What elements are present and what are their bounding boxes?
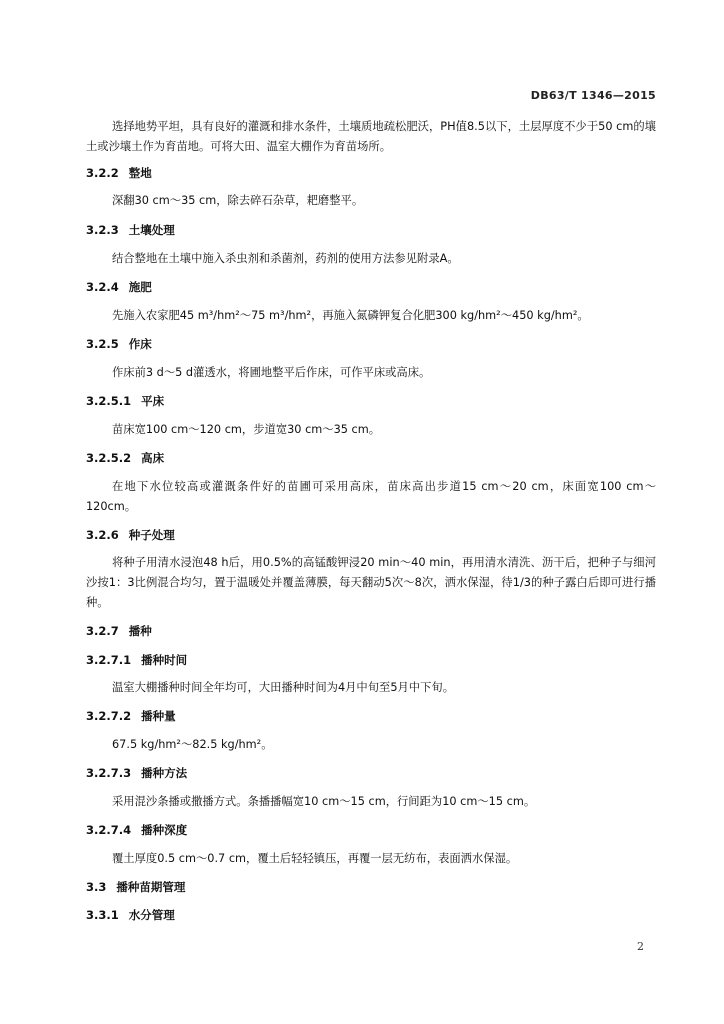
section-title: 土壤处理 (128, 223, 175, 237)
section-number: 3.2.7.1 (86, 653, 132, 667)
paragraph-3-2-7-4 (86, 849, 656, 869)
section-title: 播种时间 (141, 653, 188, 667)
paragraph-3-2-5-2 (86, 477, 656, 517)
paragraph-text: 作床前3 d～5 d灌透水，将圃地整平后作床，可作平床或高床。 (112, 366, 431, 379)
section-number: 3.3.1 (86, 908, 119, 922)
standard-code: DB63/T 1346—2015 (530, 89, 656, 102)
section-number: 3.2.7 (86, 624, 119, 638)
section-title: 高床 (141, 451, 165, 465)
paragraph-3-2-5-1 (86, 420, 656, 440)
paragraph-text: 深翻30 cm～35 cm，除去碎石杂草，耙磨整平。 (112, 194, 364, 207)
section-heading-3-2-7-4 (86, 822, 656, 838)
paragraph-text: 结合整地在土壤中施入杀虫剂和杀菌剂，药剂的使用方法参见附录A。 (112, 252, 459, 265)
paragraph-3-2-2 (86, 191, 656, 211)
section-title: 播种方法 (141, 766, 188, 780)
section-number: 3.2.5.1 (86, 394, 132, 408)
section-number: 3.2.5 (86, 337, 119, 351)
section-heading-3-2-7-3 (86, 765, 656, 781)
page-number: 2 (637, 940, 644, 953)
section-heading-3-2-7-2 (86, 708, 656, 724)
section-number: 3.2.7.3 (86, 766, 132, 780)
paragraph-3-2-6 (86, 553, 656, 613)
section-title: 平床 (141, 394, 165, 408)
paragraph-text: 67.5 kg/hm²～82.5 kg/hm²。 (112, 738, 273, 751)
section-heading-3-3-1 (86, 907, 656, 923)
paragraph-intro (86, 117, 656, 157)
section-number: 3.2.6 (86, 528, 119, 542)
section-number: 3.2.4 (86, 280, 119, 294)
section-title: 水分管理 (128, 908, 175, 922)
paragraph-3-2-5 (86, 363, 656, 383)
paragraph-3-2-3 (86, 249, 656, 269)
paragraph-text: 选择地势平坦，具有良好的灌溉和排水条件，土壤质地疏松肥沃，PH值8.5以下，土层厚度不少于50 cm的壤土或沙壤土作为育苗地。可将大田、温室大棚作为育苗场所。 (86, 120, 656, 153)
section-number: 3.2.7.4 (86, 823, 132, 837)
section-title: 播种量 (141, 709, 176, 723)
section-number: 3.3 (86, 880, 107, 894)
paragraph-3-2-4 (86, 306, 656, 326)
section-heading-3-2-7-1 (86, 652, 656, 668)
paragraph-text: 苗床宽100 cm～120 cm，步道宽30 cm～35 cm。 (112, 423, 381, 436)
paragraph-text: 先施入农家肥45 m³/hm²～75 m³/hm²，再施入氮磷钾复合化肥300 kg/hm²～450 kg/hm²。 (112, 309, 589, 322)
section-number: 3.2.2 (86, 166, 119, 180)
section-title: 种子处理 (128, 528, 175, 542)
section-number: 3.2.3 (86, 223, 119, 237)
section-heading-3-2-2 (86, 165, 656, 181)
section-heading-3-2-5-2 (86, 450, 656, 466)
section-title: 播种 (128, 624, 152, 638)
paragraph-text: 将种子用清水浸泡48 h后，用0.5%的高锰酸钾浸20 min～40 min，再用清水清洗、沥干后，把种子与细河沙按1：3比例混合均匀，置于温暖处并覆盖薄膜，每天翻动5次～8次，洒水保湿，待1/3的种子露白后即可进行播种。 (86, 556, 656, 609)
section-heading-3-2-5-1 (86, 393, 656, 409)
section-heading-3-3 (86, 879, 656, 895)
paragraph-3-2-7-2 (86, 735, 656, 755)
section-title: 施肥 (128, 280, 152, 294)
section-title: 播种深度 (141, 823, 188, 837)
section-heading-3-2-6 (86, 527, 656, 543)
paragraph-text: 覆土厚度0.5 cm～0.7 cm，覆土后轻轻镇压，再覆一层无纺布，表面洒水保湿。 (112, 852, 518, 865)
section-number: 3.2.5.2 (86, 451, 132, 465)
section-title: 整地 (128, 166, 152, 180)
section-title: 作床 (128, 337, 152, 351)
paragraph-3-2-7-3 (86, 792, 656, 812)
section-title: 播种苗期管理 (116, 880, 186, 894)
paragraph-text: 采用混沙条播或撒播方式。条播播幅宽10 cm～15 cm，行间距为10 cm～15 cm。 (112, 795, 536, 808)
paragraph-3-2-7-1 (86, 678, 656, 698)
section-heading-3-2-5 (86, 336, 656, 352)
paragraph-text: 温室大棚播种时间全年均可，大田播种时间为4月中旬至5月中下旬。 (112, 681, 454, 694)
section-heading-3-2-3 (86, 222, 656, 238)
section-heading-3-2-4 (86, 279, 656, 295)
section-heading-3-2-7 (86, 623, 656, 639)
section-number: 3.2.7.2 (86, 709, 132, 723)
paragraph-text: 在地下水位较高或灌溉条件好的苗圃可采用高床，苗床高出步道15 cm～20 cm，床面宽100 cm～120cm。 (86, 480, 656, 513)
